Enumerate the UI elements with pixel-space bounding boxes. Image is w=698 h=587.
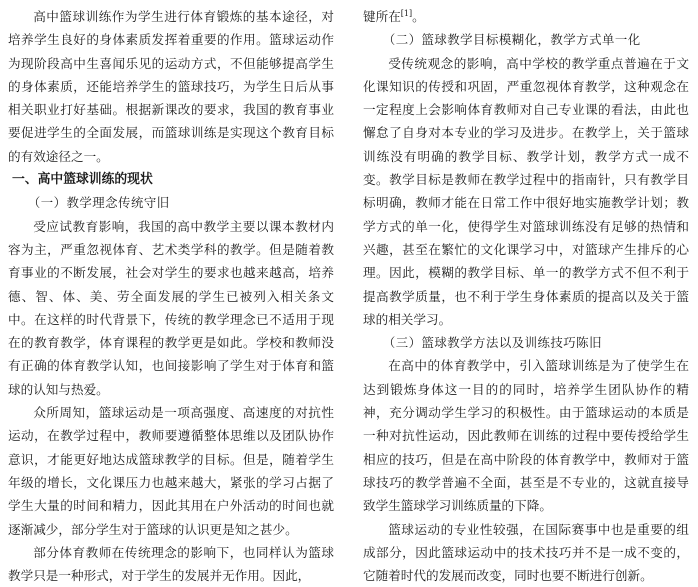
paragraph-exam-oriented: 受应试教育影响，我国的高中教学主要以课本教材内容为主，严重忽视体育、艺术类学科的教学。但是随着教育事业的不断发展，社会对学生的要求也越来越高，培养德、智、体、美、劳全面发展的学生已被列入相关条文中。在这样的时代背景下，传统的教学理念已不适用于现在的教育教学，体育课程的教学更是如此。学校和教师没有正确的体育教学认知，也间接影响了学生对于体育和篮球的认知与热爱。 bbox=[8, 218, 334, 397]
right-column bbox=[363, 5, 689, 587]
paragraph-traditional-view: 受传统观念的影响，高中学校的教学重点普遍在于文化课知识的传授和巩固，严重忽视体育教学，这种观念在一定程度上会影响体育教师对自己专业课的看法，由此也懈怠了自身对本专业的学习及进步。在教学上，关于篮球训练没有明确的教学目标、教学计划，教学方式一成不变。教学目标是教师在教学过程中的指南针，只有教学目标明确，教师才能在日常工作中很好地实施教学计划；教学方式的单一化，使得学生对篮球训练没有足够的热情和兴趣，甚至在繁忙的文化课学习中，对篮球产生排斥的心理。因此，模糊的教学目标、单一的教学方式不但不利于提高教学质量，也不利于学生身体素质的提高以及关于篮球的相关学习。 bbox=[363, 55, 689, 327]
paragraph-teacher-traditional: 部分体育教师在传统理念的影响下，也同样认为篮球教学只是一种形式，对于学生的发展并无作用。因此， bbox=[8, 544, 334, 584]
citation-mark: [1] bbox=[400, 8, 413, 18]
left-column bbox=[8, 5, 334, 587]
continuation-end: 。 bbox=[412, 9, 425, 24]
paragraph-basketball-confrontation: 众所周知，篮球运动是一项高强度、高速度的对抗性运动，在教学过程中，教师要遵循整体思维以及团队协作意识，才能更好地达成篮球教学的目标。但是，随着学生年级的增长，文化课压力也越来越大，紧张的学习占据了学生大量的时间和精力，因此其用在户外活动的时间也就逐渐减少，部分学生对于篮球的认识更是知之甚少。 bbox=[8, 405, 334, 537]
intro-paragraph: 高中篮球训练作为学生进行体育锻炼的基本途径，对培养学生良好的身体素质发挥着重要的作用。篮球运动作为现阶段高中生喜闻乐见的运动方式，不但能够提高学生的身体素质，还能培养学生的篮球技巧，为学生日后从事相关职业打好基础。根据新课改的要求，我国的教育事业要促进学生的全面发展，而篮球训练是实现这个教育目标的有效途径之一。 bbox=[8, 9, 334, 164]
paragraph-high-school-pe: 在高中的体育教学中，引入篮球训练是为了使学生在达到锻炼身体这一目的的同时，培养学生团队协作的精神，充分调动学生学习的积极性。由于篮球运动的本质是一种对抗性运动，因此教师在训练的过程中要传授给学生相应的技巧，但是在高中阶段的体育教学中，教师对于篮球技巧的教学普遍不全面，甚至是不专业的，这就直接导致学生篮球学习训练质量的下降。 bbox=[363, 358, 689, 514]
section-heading-current-status: 一、高中篮球训练的现状 bbox=[12, 172, 153, 188]
paragraph-professional-basketball: 篮球运动的专业性较强，在国际赛事中也是重要的组成部分，因此篮球运动中的技术技巧并不是一成不变的，它随着时代的发展而改变，同时也要不断进行创新。 bbox=[363, 521, 689, 584]
subsection-heading-teaching-goals: （二）篮球教学目标模糊化，教学方式单一化 bbox=[382, 32, 641, 48]
continuation-text: 键所在 bbox=[363, 9, 401, 24]
subsection-heading-teaching-methods: （三）篮球教学方法以及训练技巧陈旧 bbox=[382, 335, 602, 351]
subsection-heading-teaching-concept: （一）教学理念传统守旧 bbox=[27, 195, 170, 211]
paragraph-continuation bbox=[363, 5, 689, 28]
